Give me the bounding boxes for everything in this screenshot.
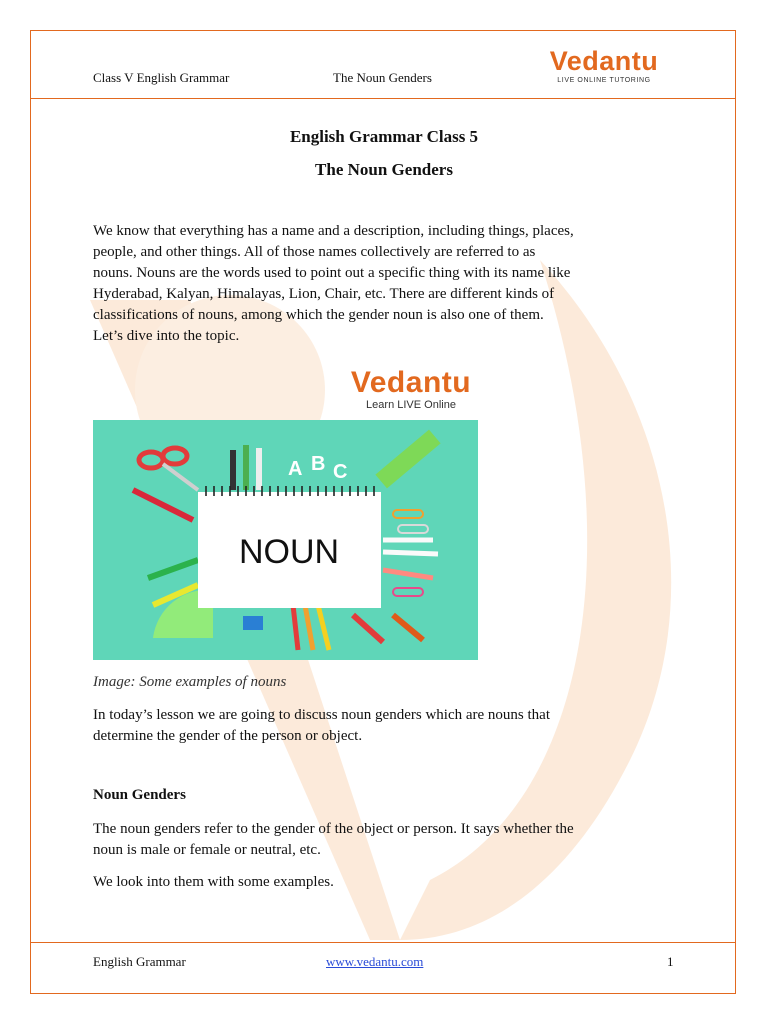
sharpener-icon (243, 616, 263, 630)
letter-c: C (333, 461, 348, 483)
intro-line: classifications of nouns, among which the gender noun is also one of them. (93, 307, 544, 323)
document-title: English Grammar Class 5 (289, 127, 479, 146)
section-paragraph (93, 819, 703, 861)
lesson-line: In today’s lesson we are going to discuss noun genders which are nouns that (93, 707, 550, 723)
pencils-icon (230, 445, 262, 490)
footer-rule (30, 942, 736, 943)
header-chapter-title: The Noun Genders (333, 70, 432, 85)
lesson-line: determine the gender of the person or object. (93, 728, 363, 744)
header-logo (538, 48, 670, 84)
intro-line: people, and other things. All of those names collectively are referred to as (93, 244, 536, 260)
image-logo-tagline: Learn LIVE Online (366, 399, 456, 411)
intro-paragraph (93, 221, 703, 347)
intro-line: Let’s dive into the topic. (93, 328, 240, 344)
image-logo-word: Vedantu (350, 366, 472, 399)
header-logo-tagline: LIVE ONLINE TUTORING (557, 77, 651, 84)
intro-line: nouns. Nouns are the words used to point out a specific thing with its name like (93, 265, 571, 281)
section-line: The noun genders refer to the gender of the object or person. It says whether the (93, 821, 574, 837)
page-number: 1 (667, 954, 674, 969)
header-rule (30, 98, 736, 99)
intro-line: Hyderabad, Kalyan, Himalayas, Lion, Chair, etc. There are different kinds of (93, 286, 555, 302)
lesson-paragraph (93, 705, 703, 747)
image-caption: Image: Some examples of nouns (93, 674, 287, 690)
image-logo (343, 368, 479, 411)
section-heading: Noun Genders (93, 787, 186, 803)
section-line: noun is male or female or neutral, etc. (93, 842, 321, 858)
footer-course-label: English Grammar (93, 954, 186, 969)
intro-line: We know that everything has a name and a description, including things, places, (93, 223, 574, 239)
header-logo-word: Vedantu (549, 46, 659, 76)
letter-a: A (288, 458, 303, 480)
examples-line: We look into them with some examples. (93, 874, 334, 890)
noun-card-text: NOUN (238, 533, 340, 571)
footer-website-link[interactable]: www.vedantu.com (326, 954, 424, 969)
noun-illustration (93, 420, 478, 660)
document-subtitle: The Noun Genders (315, 160, 453, 179)
letter-b: B (311, 453, 326, 475)
header-course-title: Class V English Grammar (93, 70, 230, 85)
